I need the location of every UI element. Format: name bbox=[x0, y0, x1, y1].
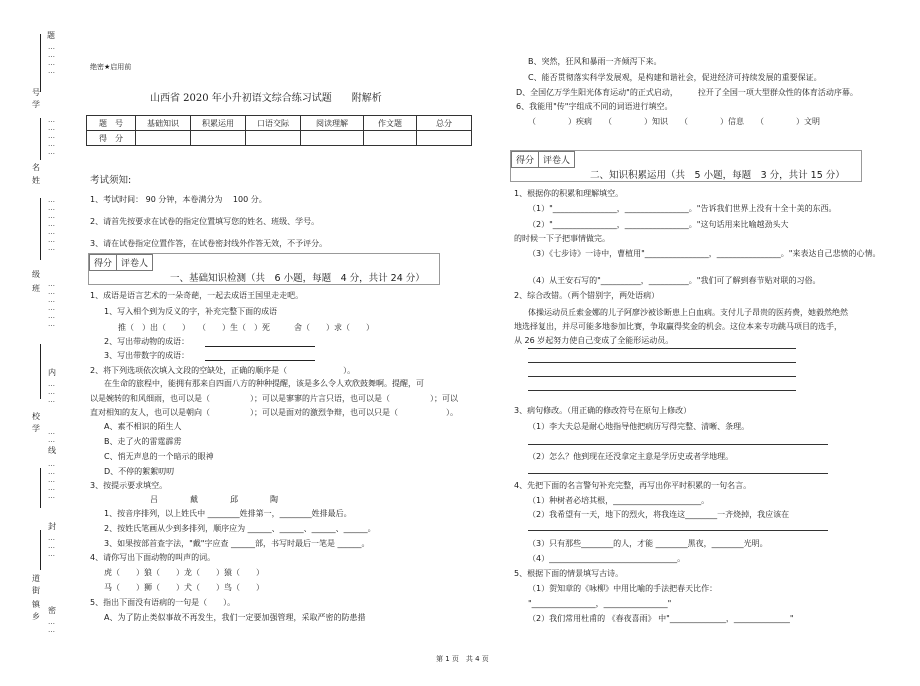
binding-line bbox=[40, 198, 41, 260]
answer-line[interactable] bbox=[528, 473, 828, 474]
table-header-cell: 题 号 bbox=[87, 116, 136, 131]
section-title: 一、基础知识检测（共 6 小题，每题 4 分，共计 24 分） bbox=[170, 273, 425, 284]
question-line: "________________，________________" bbox=[528, 599, 672, 608]
option-d: D、全国亿万学生阳光体育运动"的正式启动， 拉开了全国一项大型群众性的体育活动序幕。 bbox=[516, 88, 858, 97]
binding-label: 校 bbox=[32, 412, 40, 421]
question-line: 5、根据下面的情景填写古诗。 bbox=[514, 569, 624, 578]
question-line: （1）种树者必培其根，______________________。 bbox=[528, 496, 710, 505]
table-row bbox=[87, 116, 472, 131]
table-cell[interactable] bbox=[246, 131, 301, 146]
binding-dots: … … … … … … … bbox=[48, 196, 55, 252]
question-line: 的时候一下子把事情做完。 bbox=[514, 234, 610, 243]
surnames-line: 吕 戴 邱 陶 bbox=[150, 495, 278, 504]
question-line: 马（ ）狮（ ）犬（ ）鸟（ ） bbox=[104, 583, 264, 592]
table-cell[interactable] bbox=[301, 131, 364, 146]
question-line: 2、将下列选项依次填入文段的空缺处，正确的顺序是（ ）。 bbox=[90, 366, 356, 375]
note-item: 3、请在试卷指定位置作答，在试卷密封线外作答无效，不予评分。 bbox=[90, 239, 328, 248]
binding-dots: … … … bbox=[48, 534, 55, 558]
question-line: 1、根据你的积累和理解填空。 bbox=[514, 189, 624, 198]
table-header-cell: 阅读理解 bbox=[301, 116, 364, 131]
question-line: 5、指出下面没有语病的一句是（ ）。 bbox=[90, 598, 236, 607]
question-line: （2）怎么？他到现在还没拿定主意是学历史或者学地理。 bbox=[528, 452, 734, 461]
binding-dots: … … … … … bbox=[48, 116, 55, 156]
binding-dots: … … bbox=[48, 428, 55, 444]
table-cell[interactable] bbox=[417, 131, 472, 146]
binding-label: 题 bbox=[47, 31, 55, 40]
question-line: 6、我能用"传"字组成不同的词语进行填空。 bbox=[516, 102, 673, 111]
question-line: 推（ ）出（ ） （ ）生（ ）死 舍（ ）求（ ） bbox=[118, 323, 374, 332]
answer-line[interactable] bbox=[528, 376, 796, 377]
table-header-cell: 作文题 bbox=[364, 116, 417, 131]
binding-line bbox=[40, 34, 41, 92]
question-line: 3、如果按部首查字法，"戴"字应查 ______部，书写时最后一笔是 ______。 bbox=[104, 539, 370, 548]
answer-blank[interactable] bbox=[205, 337, 315, 347]
option-c: C、悄无声息的一个暗示的眼神 bbox=[104, 452, 214, 461]
table-row bbox=[87, 131, 472, 146]
binding-label: 道 bbox=[32, 574, 40, 583]
table-cell[interactable] bbox=[364, 131, 417, 146]
question-line: 3、按提示要求填空。 bbox=[90, 481, 168, 490]
binding-label: 班 bbox=[32, 284, 40, 293]
section-title: 二、知识积累运用（共 5 小题，每题 3 分，共计 15 分） bbox=[590, 170, 845, 181]
table-cell[interactable] bbox=[191, 131, 246, 146]
question-line: 虎（ ）狼（ ）龙（ ）猿（ ） bbox=[104, 568, 264, 577]
score-label: 得分 bbox=[94, 259, 113, 269]
question-line: （4）从王安石写的"__________，__________。"我们可了解到春节贴对联的习俗。 bbox=[528, 276, 821, 285]
binding-label: 密 bbox=[48, 606, 56, 615]
binding-label: 线 bbox=[48, 446, 56, 455]
table-header-cell: 总分 bbox=[417, 116, 472, 131]
question-line: 2、写出带动物的成语： bbox=[104, 337, 190, 346]
question-line: （4）________________________________。 bbox=[528, 554, 686, 563]
binding-label: 内 bbox=[48, 368, 56, 377]
binding-label: 街 bbox=[32, 586, 40, 595]
binding-label: 号 bbox=[32, 88, 40, 97]
grader-label: 评卷人 bbox=[116, 255, 152, 270]
table-row-label: 得 分 bbox=[87, 131, 136, 146]
option-b: B、走了火的雷霆霹雳 bbox=[104, 437, 182, 446]
question-line: （3）《七步诗》一诗中，曹植用"________________，________________。"来表达自己悲愤的心情。 bbox=[528, 249, 881, 258]
question-line: 2、按姓氏笔画从少到多排列，顺序应为 ______、______、______、______。 bbox=[104, 524, 376, 533]
question-line: 2、综合改错。（两个错别字，两处语病） bbox=[514, 291, 660, 300]
question-line: 3、病句修改。（用正确的修改符号在原句上修改） bbox=[514, 406, 692, 415]
binding-line bbox=[40, 118, 41, 160]
page-footer: 第 1 页 共 4 页 bbox=[436, 655, 489, 663]
question-line: 4、请你写出下面动物的叫声的词。 bbox=[90, 553, 216, 562]
passage-line: 体操运动员丘索金娜的儿子阿廖沙被诊断患上白血病。支付儿子昂贵的医药费，她毅然绝然 bbox=[528, 308, 848, 317]
answer-line[interactable] bbox=[528, 362, 796, 363]
binding-label: 学 bbox=[32, 100, 40, 109]
answer-blank[interactable] bbox=[205, 351, 315, 361]
note-item: 2、请首先按要求在试卷的指定位置填写您的姓名、班级、学号。 bbox=[90, 217, 320, 226]
question-line: （2）我希望有一天，地下的烈火，将我连这________一齐烧掉，我应该在 bbox=[528, 510, 790, 519]
binding-label: 乡 bbox=[32, 612, 40, 621]
binding-dots: … … … … bbox=[48, 43, 55, 75]
option-c: C、能否贯彻落实科学发展观，是构建和谐社会，促进经济可持续发展的重要保证。 bbox=[528, 73, 822, 82]
answer-line[interactable] bbox=[528, 530, 828, 531]
table-header-cell: 积累运用 bbox=[191, 116, 246, 131]
question-line: 在生命的旅程中，能拥有那来自四面八方的种种提醒，该是多么令人欢欣鼓舞啊。提醒，可 bbox=[104, 379, 424, 388]
question-line: 1、成语是语言艺术的一朵奇葩，一起去成语王国里走走吧。 bbox=[90, 291, 304, 300]
binding-strip bbox=[18, 28, 88, 634]
question-line: （2）"________________，________________。"这句话用来比喻越劲头大 bbox=[528, 220, 789, 229]
passage-line: 地选择复出，并尽可能多地参加比赛，争取赢得奖金的机会。这位本来专功跳马项目的选手， bbox=[514, 322, 842, 331]
scorer-box bbox=[511, 151, 575, 168]
option-a: A、素不相识的陌生人 bbox=[104, 422, 182, 431]
option-b: B、突然，狂风和暴雨一齐倾泻下来。 bbox=[528, 57, 662, 66]
notes-title: 考试须知: bbox=[90, 175, 132, 186]
page-title: 山西省 2020 年小升初语文综合练习试题 附解析 bbox=[150, 93, 382, 104]
question-line: 4、先把下面的名言警句补充完整，再写出你平时积累的一句名言。 bbox=[514, 481, 752, 490]
table-header-cell: 口语交际 bbox=[246, 116, 301, 131]
option-d: D、不停的絮絮叨叨 bbox=[104, 467, 175, 476]
binding-line bbox=[40, 468, 41, 508]
question-line: 1、写入相个到为反义的字，补充完整下面的成语 bbox=[104, 307, 278, 316]
question-line: （1）贺知章的《咏柳》中用比喻的手法把春天比作： bbox=[528, 584, 718, 593]
question-line: （1）李大夫总是耐心地指导他把病历写得完整、清晰、条理。 bbox=[528, 422, 750, 431]
table-cell[interactable] bbox=[136, 131, 191, 146]
answer-line[interactable] bbox=[528, 348, 796, 349]
passage-line: 从 26 岁起努力使自己变成了全能形运动员。 bbox=[514, 336, 674, 345]
question-line: 以是婉转的和风细雨，也可以是（ ）；可以是寥寥的片言只语，也可以是（ ）；可以 bbox=[90, 394, 458, 403]
scorer-box bbox=[89, 254, 153, 271]
question-line: （1）"________________，________________。"告诉我们世界上没有十全十美的东西。 bbox=[528, 204, 837, 213]
table-header-cell: 基础知识 bbox=[136, 116, 191, 131]
binding-label: 级 bbox=[32, 270, 40, 279]
binding-label: 名 bbox=[32, 163, 40, 172]
score-table bbox=[86, 115, 472, 146]
note-item: 1、考试时间： 90 分钟，本卷满分为 100 分。 bbox=[90, 195, 267, 204]
binding-label: 封 bbox=[48, 522, 56, 531]
binding-dots: … … … … … bbox=[48, 460, 55, 500]
answer-line[interactable] bbox=[528, 444, 828, 445]
question-line: （ ）疾病 （ ）知识 （ ）信息 （ ）文明 bbox=[528, 117, 820, 126]
secret-label: 绝密★启用前 bbox=[90, 63, 132, 71]
binding-label: 姓 bbox=[32, 176, 40, 185]
answer-line[interactable] bbox=[528, 390, 796, 391]
binding-line bbox=[40, 344, 41, 399]
binding-dots: … … … … … … bbox=[48, 280, 55, 328]
question-line: （2）我们常用杜甫的 《春夜喜雨》 中"______________，______________" bbox=[528, 614, 794, 623]
binding-label: 学 bbox=[32, 424, 40, 433]
question-line: 3、写出带数字的成语： bbox=[104, 351, 190, 360]
binding-line bbox=[40, 530, 41, 570]
binding-dots: … … … bbox=[48, 380, 55, 404]
score-label: 得分 bbox=[516, 156, 535, 166]
binding-dots: … … bbox=[48, 618, 55, 634]
question-line: （3）只有那些________的人，才能 ________黑夜，________光明。 bbox=[528, 539, 768, 548]
question-line: 直对相知的友人，也可以是朝向（ ）；可以是面对的激烈争辩，也可以只是（ ）。 bbox=[90, 408, 458, 417]
question-line: 1、按音序排列，以上姓氏中 ________姓排第一，________姓排最后。 bbox=[104, 509, 352, 518]
grader-label: 评卷人 bbox=[538, 152, 574, 167]
option-a: A、为了防止类似事故不再发生，我们一定要加强管理，采取严密的防患措 bbox=[104, 613, 366, 622]
binding-label: 镇 bbox=[32, 600, 40, 609]
